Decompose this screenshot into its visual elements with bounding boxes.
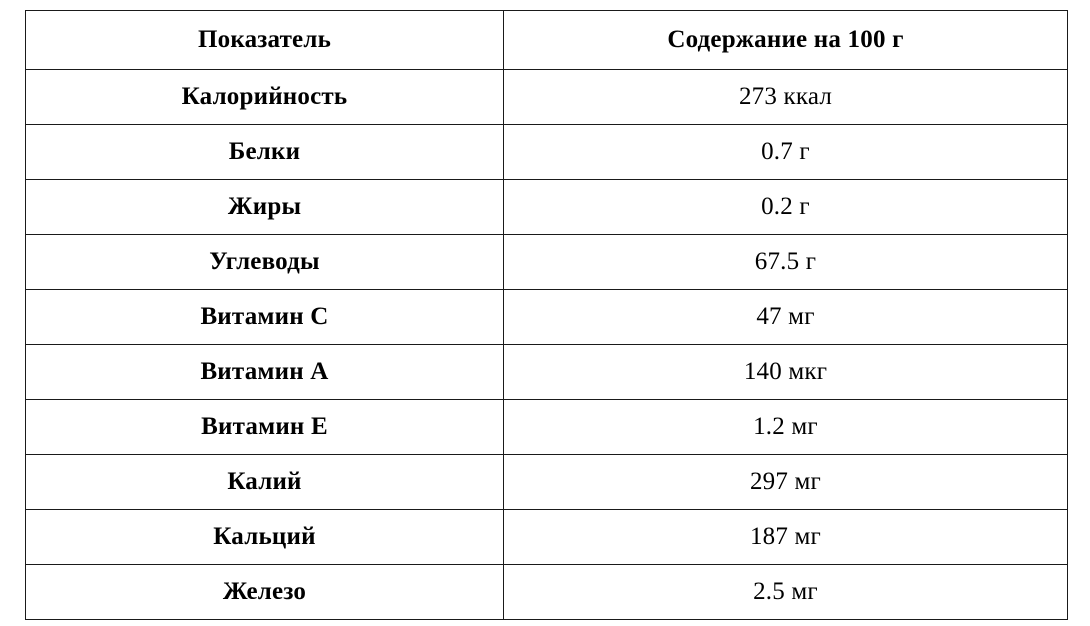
row-label: Калий bbox=[26, 455, 504, 510]
table-row bbox=[26, 235, 1068, 290]
table-row bbox=[26, 400, 1068, 455]
row-value: 297 мг bbox=[504, 455, 1068, 510]
table-header-row bbox=[26, 11, 1068, 70]
table-row bbox=[26, 565, 1068, 620]
table-row bbox=[26, 70, 1068, 125]
row-value: 2.5 мг bbox=[504, 565, 1068, 620]
table-body bbox=[26, 70, 1068, 620]
row-value: 0.2 г bbox=[504, 180, 1068, 235]
column-header-indicator: Показатель bbox=[26, 11, 504, 70]
row-label: Витамин C bbox=[26, 290, 504, 345]
table-row bbox=[26, 455, 1068, 510]
row-value: 47 мг bbox=[504, 290, 1068, 345]
table-row bbox=[26, 510, 1068, 565]
row-value: 273 ккал bbox=[504, 70, 1068, 125]
row-label: Железо bbox=[26, 565, 504, 620]
row-value: 187 мг bbox=[504, 510, 1068, 565]
table-row bbox=[26, 180, 1068, 235]
row-label: Кальций bbox=[26, 510, 504, 565]
row-value: 140 мкг bbox=[504, 345, 1068, 400]
table-row bbox=[26, 125, 1068, 180]
row-label: Калорийность bbox=[26, 70, 504, 125]
row-label: Витамин A bbox=[26, 345, 504, 400]
row-value: 1.2 мг bbox=[504, 400, 1068, 455]
row-label: Витамин E bbox=[26, 400, 504, 455]
nutrition-table bbox=[25, 10, 1068, 620]
table-row bbox=[26, 290, 1068, 345]
row-value: 67.5 г bbox=[504, 235, 1068, 290]
row-label: Белки bbox=[26, 125, 504, 180]
table-row bbox=[26, 345, 1068, 400]
row-label: Жиры bbox=[26, 180, 504, 235]
table-header bbox=[26, 11, 1068, 70]
column-header-content-per-100g: Содержание на 100 г bbox=[504, 11, 1068, 70]
row-value: 0.7 г bbox=[504, 125, 1068, 180]
row-label: Углеводы bbox=[26, 235, 504, 290]
